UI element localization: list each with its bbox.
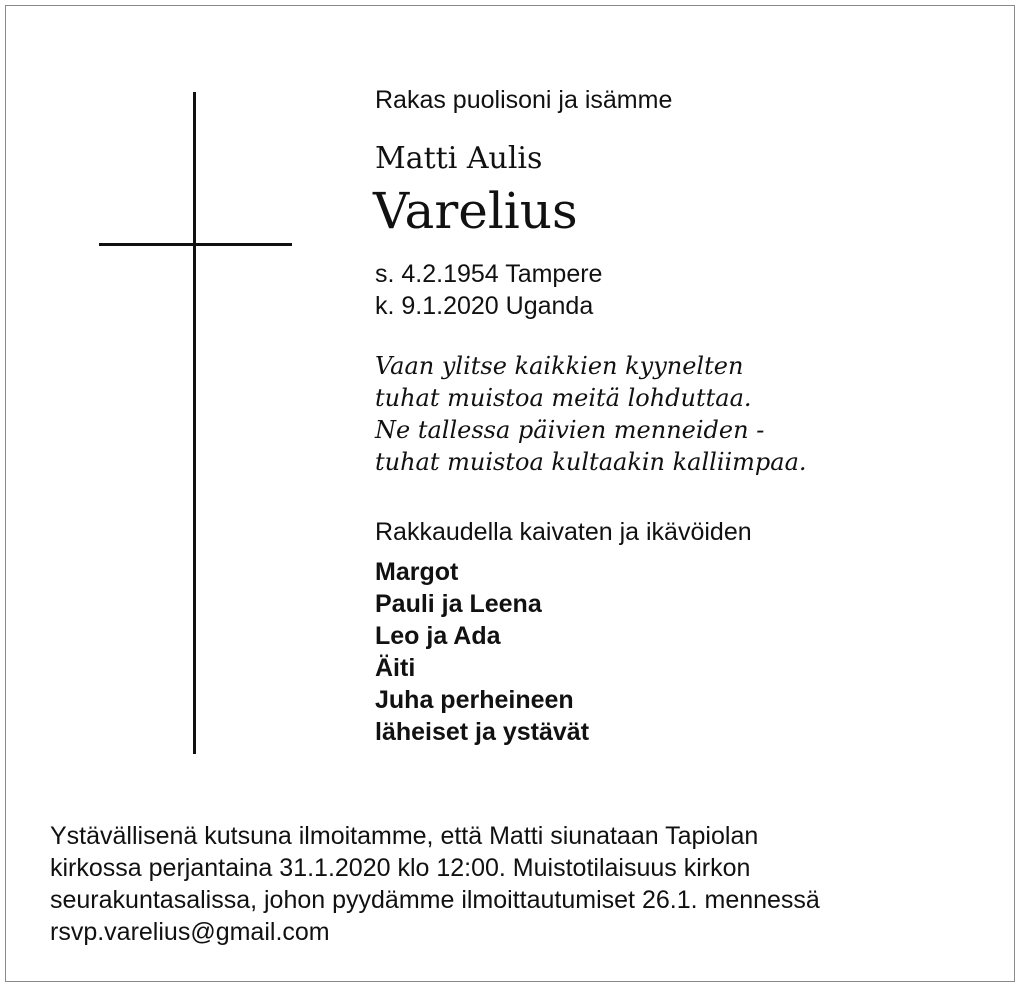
- mourner-item: Leo ja Ada: [375, 622, 501, 650]
- mourner-item: Margot: [375, 558, 459, 586]
- poem: [375, 350, 807, 478]
- cross-vertical-bar: [193, 92, 196, 754]
- mourners-list: [375, 556, 589, 748]
- birth-date: s. 4.2.1954 Tampere: [375, 260, 603, 288]
- life-dates: [375, 258, 602, 322]
- death-date: k. 9.1.2020 Uganda: [375, 292, 594, 320]
- mourner-item: Pauli ja Leena: [375, 590, 542, 618]
- intro-text: Rakas puolisoni ja isämme: [375, 86, 673, 114]
- mourner-item: Juha perheineen: [375, 686, 574, 714]
- mourners-intro: Rakkaudella kaivaten ja ikävöiden: [375, 518, 752, 546]
- poem-line: Ne tallessa päivien menneiden -: [375, 416, 765, 444]
- rsvp-email: rsvp.varelius@gmail.com: [50, 918, 330, 946]
- first-names: Matti Aulis: [375, 141, 543, 176]
- announcement-line: seurakuntasalissa, johon pyydämme ilmoittautumiset 26.1. mennessä: [50, 886, 820, 914]
- mourner-item: läheiset ja ystävät: [375, 718, 590, 746]
- mourner-item: Äiti: [375, 654, 416, 682]
- poem-line: Vaan ylitse kaikkien kyynelten: [375, 352, 744, 380]
- poem-line: tuhat muistoa kultaakin kalliimpaa.: [375, 448, 807, 476]
- announcement-line: Ystävällisenä kutsuna ilmoitamme, että Matti siunataan Tapiolan: [50, 822, 759, 850]
- poem-line: tuhat muistoa meitä lohduttaa.: [375, 384, 752, 412]
- surname: Varelius: [373, 182, 578, 240]
- cross-horizontal-bar: [99, 243, 292, 246]
- funeral-announcement: [50, 820, 980, 948]
- announcement-line: kirkossa perjantaina 31.1.2020 klo 12:00. Muistotilaisuus kirkon: [50, 854, 751, 882]
